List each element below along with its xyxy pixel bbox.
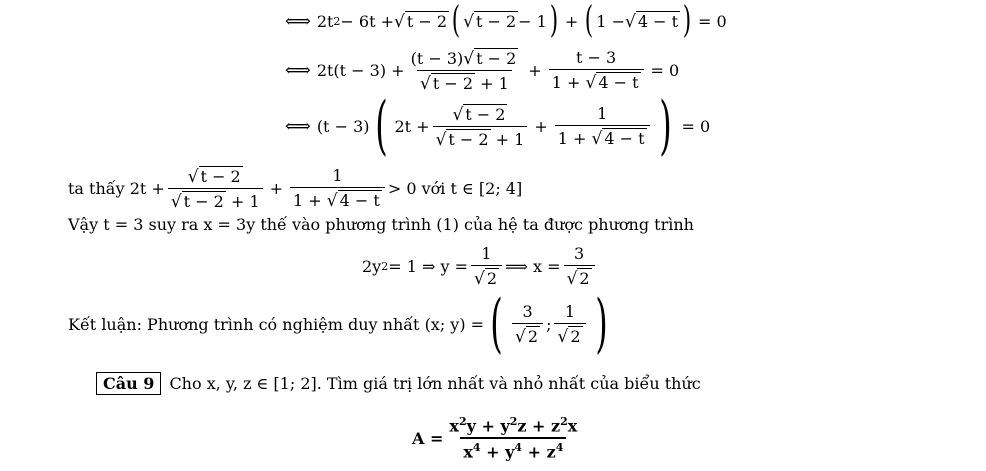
term: ⟹ x = xyxy=(505,256,561,276)
conclusion-line xyxy=(68,287,613,361)
lhs: A = xyxy=(412,428,444,448)
exponent: 2 xyxy=(381,259,389,273)
sqrt-expression: √ t − 2 xyxy=(463,12,517,32)
equivalence-arrow: ⟺ xyxy=(285,59,311,81)
text: Kết luận: Phương trình có nghiệm duy nhất (x; y) = xyxy=(68,314,485,334)
exponent: 2 xyxy=(333,14,341,28)
question-text: Cho x, y, z ∈ [1; 2]. Tìm giá trị lớn nhất và nhỏ nhất của biểu thức xyxy=(169,373,701,393)
plus-sign: + xyxy=(534,116,548,136)
right-paren: ) xyxy=(549,0,559,41)
text: ta thấy 2t + xyxy=(68,178,165,198)
equation-line-6 xyxy=(362,240,598,292)
fraction: 1 √ 2 xyxy=(554,302,585,346)
term: 2y xyxy=(362,256,382,276)
equation-line-3 xyxy=(285,89,714,163)
fraction: 3 √ 2 xyxy=(564,244,595,288)
plus-sign: + xyxy=(564,11,579,31)
separator: ; xyxy=(546,314,552,334)
right-paren: ) xyxy=(594,287,608,361)
term: 2t xyxy=(316,11,334,31)
right-paren: ) xyxy=(682,0,692,41)
term: − 1 xyxy=(518,11,547,31)
term: 2t(t − 3) + xyxy=(316,60,405,80)
fraction: (t − 3) √ t − 2 √ t − 2 + 1 xyxy=(410,48,517,94)
fraction: 1 √ 2 xyxy=(471,244,502,288)
fraction: $\frac{x^2y + y^2z + z^2x}{x^4 + y^4 + z^4}$ xyxy=(449,414,578,462)
fraction: 1 1 + √ 4 − t xyxy=(290,166,385,210)
left-paren: ( xyxy=(490,287,503,361)
equivalence-arrow: ⟺ xyxy=(285,10,311,32)
expression-a xyxy=(412,410,583,466)
fraction: √ t − 2 √ t − 2 + 1 xyxy=(433,104,528,149)
left-paren: ( xyxy=(585,0,594,41)
left-paren: ( xyxy=(451,0,461,41)
fraction: √ t − 2 √ t − 2 + 1 xyxy=(168,166,263,211)
term: 2t + xyxy=(394,116,430,136)
term: 1 − xyxy=(596,11,625,31)
left-paren: ( xyxy=(375,89,389,163)
equals-zero: = 0 xyxy=(698,11,727,31)
text-line-4 xyxy=(68,164,522,212)
plus-sign: + xyxy=(269,178,284,198)
fraction: 1 1 + √ 4 − t xyxy=(555,104,650,148)
equals-zero: = 0 xyxy=(650,60,680,80)
term: − 6t + xyxy=(340,11,395,31)
text: > 0 với t ∈ [2; 4] xyxy=(387,178,523,198)
text: Vậy t = 3 suy ra x = 3y thế vào phương trình (1) của hệ ta được phương trình xyxy=(68,214,694,234)
text-line-5 xyxy=(68,212,694,236)
equation-line-1 xyxy=(285,2,731,40)
term: = 1 ⇒ y = xyxy=(388,256,468,276)
plus-sign: + xyxy=(528,60,542,80)
equivalence-arrow: ⟺ xyxy=(285,115,311,137)
fraction: 3 √ 2 xyxy=(512,302,543,346)
term: (t − 3) xyxy=(316,116,370,136)
equation-line-2 xyxy=(285,46,683,94)
equals-zero: = 0 xyxy=(681,116,711,136)
fraction: t − 3 1 + √ 4 − t xyxy=(549,48,644,92)
sqrt-expression: √ 4 − t xyxy=(624,12,678,32)
sqrt-expression: √ t − 2 xyxy=(394,12,448,32)
right-paren: ) xyxy=(658,89,672,163)
question-line xyxy=(96,370,701,396)
question-label: Câu 9 xyxy=(96,372,161,395)
